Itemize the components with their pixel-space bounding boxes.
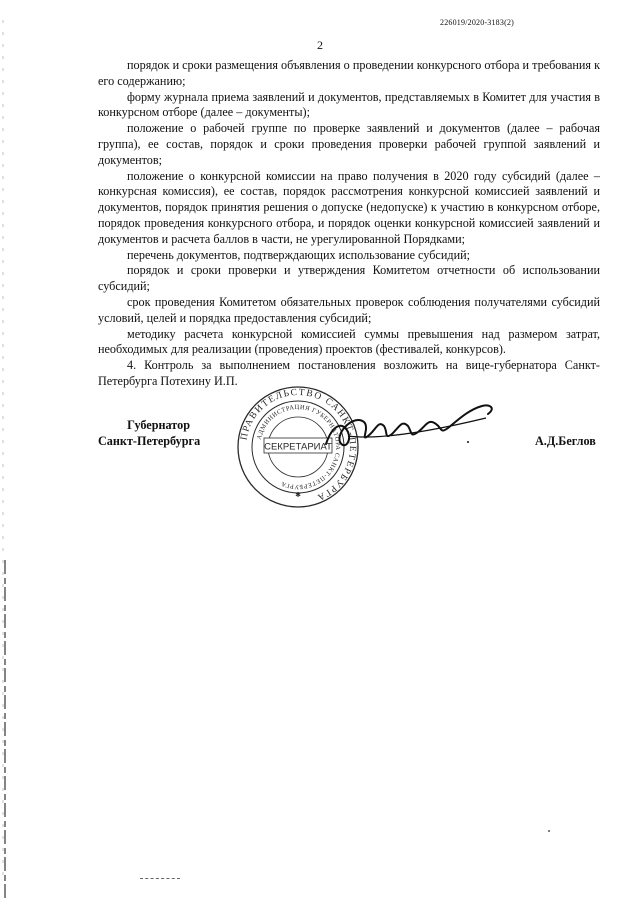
paragraph: 4. Контроль за выполнением постановления возложить на вице-губернатора Санкт-Петербурга Потехину И.П. — [98, 358, 600, 388]
signatory-title-line2: Санкт-Петербурга — [98, 433, 201, 448]
paragraph: порядок и сроки проверки и утверждения Комитетом отчетности об использовании субсидий; — [98, 263, 600, 294]
paragraph: перечень документов, подтверждающих использование субсидий; — [127, 247, 470, 262]
scan-speck — [548, 830, 550, 832]
paragraph: срок проведения Комитетом обязательных проверок соблюдения получателями субсидий условий, целей и порядка предоставления субсидий; — [98, 294, 600, 325]
binding-edge-marks — [0, 0, 10, 905]
svg-text:АДМИНИСТРАЦИЯ ГУБЕРНАТОРА САНК: АДМИНИСТРАЦИЯ ГУБЕРНАТОРА САНКТ-ПЕТЕРБУРГА — [255, 403, 342, 491]
handwritten-signature — [318, 392, 508, 462]
signatory-name: А.Д.Беглов — [535, 434, 596, 448]
paragraph: положение о конкурсной комиссии на право получения в 2020 году субсидий (далее – конкурсная комиссия), ее состав, порядок рассмотрения конкурсной комиссией заявлений и документов, порядок принятия решения о допуске (недопуске) к участию в конкурсном отборе, порядок проведения конкурсного отбора, и порядок оценки конкурсной комиссией заявлений и документов и расчета баллов в части, не урегулированной Порядками; — [98, 168, 600, 246]
document-body — [98, 58, 600, 390]
paragraph: положение о рабочей группе по проверке заявлений и документов (далее – рабочая группа), ее состав, порядок и сроки проведения проверки рабочей группой заявлений и документов; — [98, 121, 600, 167]
page-number: 2 — [317, 38, 323, 52]
svg-text:✱: ✱ — [295, 491, 301, 499]
signatory-title-line1: Губернатор — [127, 418, 190, 432]
paragraph: методику расчета конкурсной комиссией суммы превышения над размером затрат, необходимых для реализации (проведения) проектов (фестивалей, конкурсов). — [98, 326, 600, 357]
paragraph: форму журнала приема заявлений и документов, представляемых в Комитет для участия в конкурсном отборе (далее – документы); — [98, 89, 600, 120]
svg-text:СЕКРЕТАРИАТ: СЕКРЕТАРИАТ — [264, 441, 332, 453]
svg-text:ПРАВИТЕЛЬСТВО САНКТ-ПЕТЕРБУРГА: ПРАВИТЕЛЬСТВО САНКТ-ПЕТЕРБУРГА — [239, 387, 358, 503]
signatory-title — [98, 418, 200, 450]
footer-rule — [140, 878, 180, 880]
document-number: 226019/2020-3183(2) — [440, 18, 515, 27]
paragraph: порядок и сроки размещения объявления о проведении конкурсного отбора и требования к его содержанию; — [98, 58, 600, 88]
